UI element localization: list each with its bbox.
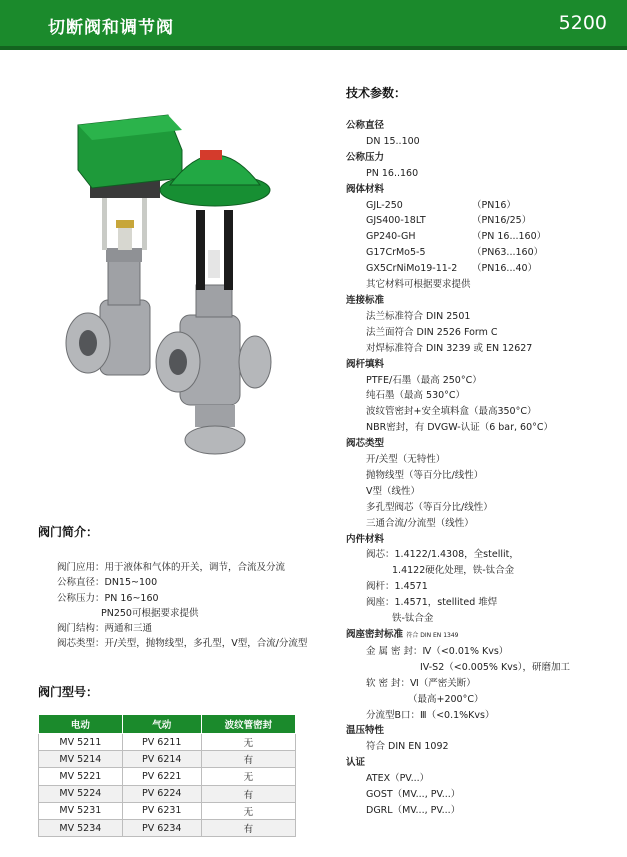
seat-title: 阀座密封标准 <box>346 629 404 640</box>
material-pn: （PN16...40） <box>472 263 538 275</box>
spec-item: PN 16..160 <box>366 167 419 179</box>
cell: MV 5224 <box>39 785 123 802</box>
material-name: GX5CrNiMo19-11-2 <box>366 263 458 275</box>
header-underline <box>0 46 627 50</box>
cell: PV 6224 <box>122 785 201 802</box>
cell: MV 5211 <box>39 734 123 751</box>
specs-list <box>346 118 621 819</box>
plug-value: 开/关型，抛物线型，多孔型，V型，合流/分流型 <box>104 638 308 650</box>
cell: 无 <box>201 768 295 785</box>
models-heading: 阀门型号： <box>38 685 99 699</box>
seat-standard-note: 符合 DIN EN 1349 <box>406 632 459 639</box>
table-row <box>39 802 296 819</box>
intro-heading: 阀门简介： <box>38 525 99 539</box>
cell: MV 5234 <box>39 819 123 836</box>
material-name: GJL-250 <box>366 199 403 211</box>
spec-category: 公称直径 <box>346 120 385 131</box>
cell: PV 6211 <box>122 734 201 751</box>
spec-item: 铁-钛合金 <box>392 613 434 625</box>
application-value: 用于液体和气体的开关，调节，合流及分流 <box>104 562 286 573</box>
specs-heading: 技术参数： <box>346 86 407 100</box>
material-pn: （PN63...160） <box>472 247 544 259</box>
material-pn: （PN 16...160） <box>472 231 547 243</box>
spec-item: 其它材料可根据要求提供 <box>366 279 471 291</box>
table-row <box>39 819 296 836</box>
header-bar <box>0 0 627 50</box>
spec-item: IV-S2（<0.005% Kvs），研磨加工 <box>420 661 571 673</box>
spec-item: 阀芯：1.4122/1.4308，全stellit， <box>366 549 519 561</box>
dn-value: DN15~100 <box>104 577 158 589</box>
material-row <box>346 229 621 245</box>
plug-label: 阀芯类型： <box>57 638 105 650</box>
cell: MV 5214 <box>39 751 123 768</box>
cell: MV 5231 <box>39 802 123 819</box>
spec-item: 对焊标准符合 DIN 3239 或 EN 12627 <box>366 342 533 354</box>
spec-item: PTFE/石墨（最高 250°C） <box>366 374 482 386</box>
material-pn: （PN16） <box>472 199 516 211</box>
material-row <box>346 213 621 229</box>
spec-item: 法兰面符合 DIN 2526 Form C <box>366 326 498 338</box>
material-row <box>346 245 621 261</box>
pn-note: PN250可根据要求提供 <box>101 607 199 619</box>
model-table <box>38 714 296 837</box>
spec-item: 多孔型阀芯（等百分比/线性） <box>366 501 493 513</box>
material-name: G17CrMo5-5 <box>366 247 426 259</box>
spec-item: 分流型B口：Ⅲ（<0.1%Kvs） <box>366 709 495 721</box>
cell: PV 6221 <box>122 768 201 785</box>
spec-item: 开/关型（无特性） <box>366 454 446 466</box>
cell: 有 <box>201 751 295 768</box>
pn-label: 公称压力： <box>57 592 105 604</box>
page-title: 切断阀和调节阀 <box>48 18 174 38</box>
intro-block <box>57 560 317 652</box>
col-pneumatic: 气动 <box>122 715 201 734</box>
spec-category: 阀芯类型 <box>346 438 385 450</box>
spec-item: 阀座：1.4571，stellited 堆焊 <box>366 597 498 609</box>
spec-item: 1.4122硬化处理，铁-钛合金 <box>392 565 515 577</box>
table-row <box>39 734 296 751</box>
material-name: GP240-GH <box>366 231 416 243</box>
spec-category <box>346 627 621 644</box>
table-row <box>39 785 296 802</box>
spec-category: 温压特性 <box>346 725 385 737</box>
spec-category: 阀杆填料 <box>346 358 385 370</box>
spec-item: 法兰标准符合 DIN 2501 <box>366 310 471 322</box>
spec-item: （最高+200°C） <box>408 693 484 705</box>
cell: 无 <box>201 802 295 819</box>
spec-item: GOST（MV..., PV...） <box>366 789 461 801</box>
spec-item: 阀杆：1.4571 <box>366 581 428 593</box>
spec-item: DN 15..100 <box>366 135 420 147</box>
table-row <box>39 751 296 768</box>
spec-category: 阀体材料 <box>346 183 385 195</box>
material-name: GJS400-18LT <box>366 215 426 227</box>
cell: PV 6234 <box>122 819 201 836</box>
cell: PV 6231 <box>122 802 201 819</box>
material-pn: （PN16/25） <box>472 215 532 227</box>
cell: 有 <box>201 819 295 836</box>
application-label: 阀门应用： <box>57 562 105 573</box>
spec-category: 公称压力 <box>346 151 385 163</box>
material-row <box>346 261 621 277</box>
spec-item: V型（线性） <box>366 485 420 497</box>
spec-item: 软 密 封：Ⅵ（严密关断） <box>366 677 476 689</box>
col-bellows: 波纹管密封 <box>201 715 295 734</box>
cell: 无 <box>201 734 295 751</box>
structure-value: 两通和三通 <box>104 623 153 635</box>
col-electric: 电动 <box>39 715 123 734</box>
cell: MV 5221 <box>39 768 123 785</box>
material-row <box>346 198 621 214</box>
spec-item: 抛物线型（等百分比/线性） <box>366 469 484 481</box>
spec-item: 纯石墨（最高 530°C） <box>366 390 466 402</box>
spec-item: 金 属 密 封：Ⅳ（<0.01% Kvs） <box>366 645 509 657</box>
spec-category: 内件材料 <box>346 533 385 545</box>
spec-category: 连接标准 <box>346 294 385 306</box>
cell: PV 6214 <box>122 751 201 768</box>
spec-item: 三通合流/分流型（线性） <box>366 517 474 529</box>
spec-category: 认证 <box>346 757 366 769</box>
spec-item: NBR密封，有 DVGW-认证（6 bar, 60°C） <box>366 422 554 434</box>
spec-item: DGRL（MV..., PV...） <box>366 804 461 816</box>
spec-item: 符合 DIN EN 1092 <box>366 741 449 753</box>
series-number: 5200 <box>558 12 607 34</box>
dn-label: 公称直径： <box>57 577 105 589</box>
spec-item: 波纹管密封+安全填料盒（最高350°C） <box>366 406 537 418</box>
cell: 有 <box>201 785 295 802</box>
valve-product-image <box>60 100 290 480</box>
pn-value: PN 16~160 <box>104 592 159 604</box>
table-row <box>39 768 296 785</box>
spec-item: ATEX（PV...） <box>366 773 430 785</box>
structure-label: 阀门结构： <box>57 623 105 635</box>
